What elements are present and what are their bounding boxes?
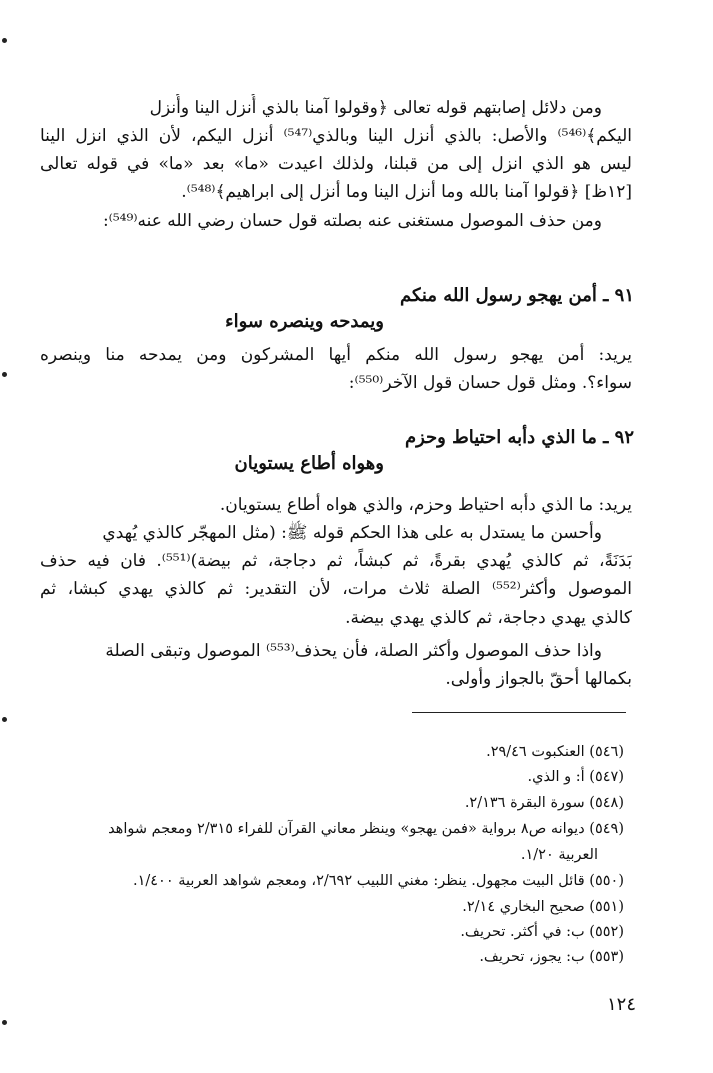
verse-92-first-hemistich: ٩٢ ـ ما الذي دأبه احتياط وحزم <box>404 427 634 448</box>
text-line: ومن حذف الموصول مستغنى عنه بصلته قول حسان رضي الله عنه⁽⁵⁴⁹⁾: <box>102 211 602 231</box>
text-line: ومن دلائل إصابتهم قوله تعالى ﴿وقولوا آمنا بالذي أُنزل الينا وأُنزل <box>149 98 602 118</box>
footnote-separator <box>412 712 626 713</box>
margin-mark <box>2 372 7 377</box>
footnote: (٥٤٦) العنكبوت ٢٩/٤٦. <box>486 744 624 760</box>
text-line: الموصول وأكثر⁽⁵⁵²⁾ الصلة ثلاث مرات، لأن التقدير: ثم كالذي يهدي كبشا، ثم <box>40 579 632 599</box>
text-line: كالذي يهدي دجاجة، ثم كالذي يهدي بيضة. <box>345 608 632 628</box>
page-number: ١٢٤ <box>606 994 636 1015</box>
verse-91-second-hemistich: ويمدحه وينصره سواء <box>225 311 384 332</box>
verse-91-first-hemistich: ٩١ ـ أمن يهجو رسول الله منكم <box>399 285 634 306</box>
footnote: (٥٥٠) قائل البيت مجهول. ينظر: مغني اللبيب ٢/٦٩٢، ومعجم شواهد العربية ١/٤٠٠. <box>132 873 624 889</box>
footnote: (٥٤٧) أ: و الذي. <box>527 769 624 785</box>
verse-92-second-hemistich: وهواه أطاع يستويان <box>234 453 384 474</box>
text-line: وأحسن ما يستدل به على هذا الحكم قوله ﷺ: (مثل المهجّر كالذي يُهدي <box>102 523 602 543</box>
margin-mark <box>2 717 7 722</box>
footnote-continuation: العربية ١/٢٠. <box>520 847 598 863</box>
text-line: بَدَنَةً، ثم كالذي يُهدي بقرةً، ثم كبشاً، ثم دجاجة، ثم بيضة)⁽⁵⁵¹⁾. فان فيه حذف <box>40 551 632 571</box>
footnote: (٥٥١) صحيح البخاري ٢/١٤. <box>462 899 624 915</box>
text-line: بكمالها أحقّ بالجواز وأولى. <box>445 669 632 689</box>
text-line: اليكم﴾⁽⁵⁴⁶⁾ والأصل: بالذي أنزل الينا وبالذي⁽⁵⁴⁷⁾ أنزل اليكم، لأن الذي انزل الينا <box>40 126 632 146</box>
footnote: (٥٤٨) سورة البقرة ٢/١٣٦. <box>464 795 624 811</box>
footnote: (٥٤٩) ديوانه ص٨ برواية «فمن يهجو» وينظر معاني القرآن للفراء ٢/٣١٥ ومعجم شواهد <box>108 821 624 837</box>
footnote: (٥٥٣) ب: يجوز، تحريف. <box>479 949 624 965</box>
margin-mark <box>2 38 7 43</box>
margin-mark <box>2 1020 7 1025</box>
text-line: يريد: ما الذي دأبه احتياط وحزم، والذي هواه أطاع يستويان. <box>219 495 632 515</box>
text-line: سواء؟. ومثل قول حسان قول الآخر⁽⁵⁵⁰⁾: <box>348 373 632 393</box>
text-line: [١٢ظ] ﴿قولوا آمنا بالله وما أنزل الينا وما أنزل إلى ابراهيم﴾⁽⁵⁴⁸⁾. <box>181 182 632 202</box>
text-line: يريد: أمن يهجو رسول الله منكم أيها المشركون ومن يمدحه منا وينصره <box>40 345 632 365</box>
text-line: واذا حذف الموصول وأكثر الصلة، فأن يحذف⁽⁵⁵³⁾ الموصول وتبقى الصلة <box>105 641 602 661</box>
footnote: (٥٥٢) ب: في أكثر. تحريف. <box>460 924 624 940</box>
text-line: ليس هو الذي انزل إلى من قبلنا، ولذلك اعيدت «ما» بعد «ما» في قوله تعالى <box>40 154 632 174</box>
